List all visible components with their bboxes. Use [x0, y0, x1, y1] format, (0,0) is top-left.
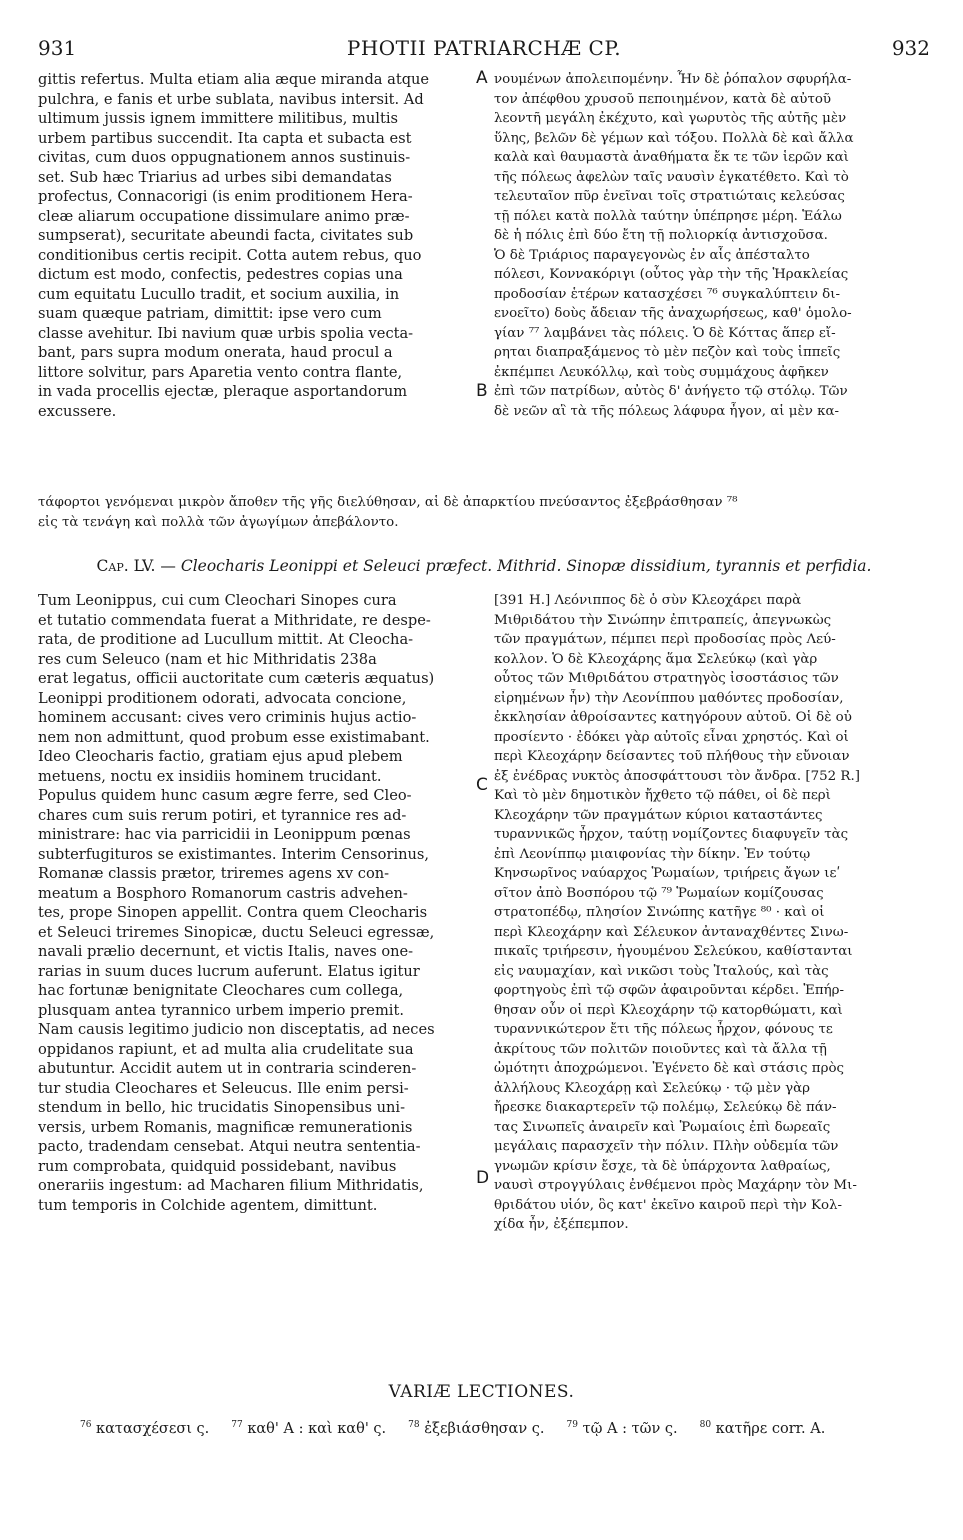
- greek-text-line: προσίεντο · ἐδόκει γὰρ αὐτοῖς εἶναι χρηστός. Καὶ οἱ: [494, 729, 849, 745]
- section-marker-d: D: [476, 1168, 490, 1188]
- latin-text-line: rum comprobata, quidquid possidebant, navibus: [38, 1157, 397, 1175]
- greek-text-line: οὗτος τῶν Μιθριδάτου στρατηγὸς ἰσοστάσιος τῶν: [494, 671, 839, 686]
- latin-text-line: versis, urbem Romanis, magnificæ remunerationis: [38, 1118, 413, 1136]
- greek-text-line: τῆς πόλεως ἀφελὼν ταῖς ναυσὶν ἐγκατέθετο. Καὶ τὸ: [494, 169, 849, 185]
- greek-text-line: δὲ νεῶν αἳ τὰ τῆς πόλεως λάφυρα ἦγον, αἱ μὲν κα-: [494, 403, 840, 419]
- latin-text-line: tur studia Cleochares et Seleucus. Ille enim persi-: [38, 1079, 409, 1097]
- latin-text-line: rarias in suum duces lucrum auferunt. Elatus igitur: [38, 962, 420, 980]
- latin-text-line: et Seleuci triremes Sinopicæ, ductu Seleuci egressæ,: [38, 923, 435, 941]
- variant-reading: [231, 1421, 386, 1437]
- greek-text-line: Καὶ τὸ μὲν δημοτικὸν ἤχθετο τῷ πάθει, οἱ δὲ περὶ: [494, 788, 831, 803]
- page-number-right: 932: [891, 36, 930, 60]
- greek-text-line: μεγάλαις παρασχεῖν τὴν πόλιν. Πλὴν οὐδεμία τῶν: [494, 1139, 839, 1154]
- latin-text-line: cleæ aliarum occupatione dissimulare animo præ-: [38, 207, 410, 225]
- latin-text-line: suam quæque patriam, dimittit: ipse vero cum: [38, 305, 382, 322]
- greek-text-line: νουμένων ἀπολειπομένην. Ἦν δὲ ῥόπαλον σφυρήλα-: [494, 72, 852, 87]
- greek-text-line: [391 H.] Λεόνιππος δὲ ὁ σὺν Κλεοχάρει παρὰ: [494, 593, 802, 608]
- latin-text-line: onerariis ingestum: ad Macharen filium Mithridatis,: [38, 1177, 424, 1194]
- greek-text-line: Κηνσωρῖνος ναύαρχος Ῥωμαίων, τριήρεις ἄγων ιεʹ: [494, 866, 841, 881]
- variant-text: καθ' A : καὶ καθ' ς.: [242, 1420, 387, 1437]
- latin-text-line: abutuntur. Accidit autem ut in contraria scinderen-: [38, 1060, 417, 1077]
- greek-text-line: ἐξ ἐνέδρας νυκτὸς ἀποσφάττουσι τὸν ἄνδρα. [752 R.]: [494, 768, 860, 784]
- latin-text-line: pacto, tradendam censebat. Atqui neutra sententia-: [38, 1138, 421, 1155]
- latin-text-line: classe avehitur. Ibi navium quæ urbis spolia vecta-: [38, 324, 414, 342]
- latin-text-line: bant, pars supra modum onerata, haud procul a: [38, 344, 393, 361]
- chapter-heading: [38, 557, 930, 575]
- greek-text-line: Κλεοχάρην τῶν πραγμάτων κύριοι καταστάντες: [494, 807, 823, 823]
- variant-number: 78: [408, 1420, 420, 1430]
- section-marker-b: B: [476, 381, 488, 401]
- greek-text-line: περὶ Κλεοχάρην καὶ Σέλευκον ἀνταναχθέντες Σινω-: [494, 924, 849, 940]
- variant-reading: [567, 1421, 678, 1437]
- variant-text: τῷ A : τῶν ς.: [577, 1420, 678, 1437]
- greek-text-line: θριδάτου υἱόν, ὃς κατ' ἐκεῖνο καιροῦ περὶ τὴν Κολ-: [494, 1197, 843, 1213]
- variant-text: κατῆρε corr. A.: [711, 1420, 826, 1437]
- latin-text-line: Nam causis legitimo judicio non disceptatis, ad neces: [38, 1021, 435, 1038]
- latin-text-line: gittis refertus. Multa etiam alia æque miranda atque: [38, 71, 430, 88]
- latin-text-line: pulchra, e fanis et urbe sublata, navibus intersit. Ad: [38, 90, 424, 108]
- greek-text-line: ενοεῖτο) δοὺς ἄδειαν τῆς ἀναχωρήσεως, καθ' ὁμολο-: [494, 306, 852, 321]
- latin-text-line: Tum Leonippus, cui cum Cleochari Sinopes cura: [38, 592, 397, 609]
- variant-number: 79: [566, 1420, 578, 1430]
- greek-text-line: Ὁ δὲ Τριάριος παραγεγονὼς ἐν αἷς ἀπέσταλτο: [494, 247, 810, 263]
- latin-text-line: navali prælio decernunt, et victis Italis, naves one-: [38, 943, 414, 960]
- greek-text-line: εἰς ναυμαχίαν, καὶ νικῶσι τοὺς Ἰταλούς, καὶ τὰς: [494, 963, 829, 979]
- greek-text-line: χίδα ἦν, ἐξέπεμπον.: [494, 1217, 629, 1232]
- section-marker-a: A: [476, 68, 488, 88]
- latin-text-line: stendum in bello, hic trucidatis Sinopensibus uni-: [38, 1099, 406, 1116]
- variant-reading: [408, 1421, 544, 1437]
- variant-reading: [80, 1421, 209, 1437]
- greek-text-line: εἰρημένων ἦν) τὴν Λεονίππου μαθόντες προδοσίαν,: [494, 690, 844, 706]
- greek-text-line: ἐκπέμπει Λευκόλλῳ, καὶ τοὺς συμμάχους ἀφῆκεν: [494, 364, 829, 380]
- latin-text-line: civitas, cum duos oppugnationem annos sustinuis-: [38, 149, 411, 166]
- greek-text-line: τας Σινωπεῖς ἀναιρεῖν καὶ Ῥωμαίοις ἐπὶ δωρεαῖς: [494, 1119, 831, 1135]
- greek-spanning-lines: [38, 493, 930, 532]
- latin-text-line: et tutatio commendata fuerat a Mithridate, re despe-: [38, 611, 431, 629]
- greek-text-line: καλὰ καὶ θαυμαστὰ ἀναθήματα ἔκ τε τῶν ἱερῶν καὶ: [494, 150, 849, 165]
- page-number-left: 931: [38, 36, 77, 60]
- greek-text-line: λεοντῆ μεγάλη ἐκέχυτο, καὶ γωρυτὸς τῆς αὐτῆς μὲν: [494, 111, 847, 126]
- greek-text-line: γίαν ⁷⁷ λαμβάνει τὰς πόλεις. Ὁ δὲ Κόττας ἅπερ εἴ-: [494, 325, 836, 341]
- greek-text-line: πικαῖς τριήρεσιν, ἡγουμένου Σελεύκου, καθίστανται: [494, 944, 853, 959]
- chapter-title: Cleocharis Leonippi et Seleuci præfect. Mithrid. Sinopæ dissidium, tyrannis et perfidia.: [180, 557, 872, 575]
- latin-text-line: plusquam antea tyrannico urbem imperio premit.: [38, 1001, 404, 1019]
- variant-number: 77: [231, 1420, 243, 1430]
- greek-text-line: τυραννικώτερον ἔτι τῆς πόλεως ἦρχον, φόνους τε: [494, 1022, 833, 1037]
- greek-text-line: θησαν οὖν οἱ περὶ Κλεοχάρην τῷ κατορθώματι, καὶ: [494, 1002, 843, 1018]
- greek-text-line: Μιθριδάτου τὴν Σινώπην ἐπιτραπείς, ἀπεγνωκὼς: [494, 612, 832, 628]
- greek-text-line: τελευταῖον πῦρ ἐνεῖναι τοῖς στρατιώταις κελεύσας: [494, 189, 845, 204]
- latin-text-line: rata, de proditione ad Lucullum mittit. At Cleocha-: [38, 631, 414, 648]
- variae-lectiones-list: [80, 1420, 903, 1437]
- variant-text: ἐξεβιάσθησαν ς.: [419, 1420, 545, 1437]
- running-title: PHOTII PATRIARCHÆ CP.: [346, 36, 622, 60]
- greek-text-line: ἐκκλησίαν ἀθροίσαντες κατηγόρουν αὐτοῦ. Οἱ δὲ οὐ: [494, 710, 852, 725]
- latin-text-line: sumpserat), securitate abeundi facta, civitates sub: [38, 227, 414, 244]
- latin-text-line: chares cum suis rerum potiri, et tyrannice res ad-: [38, 806, 407, 824]
- greek-text-line: γνωμῶν κρίσιν ἔσχε, τὰ δὲ ὑπάρχοντα λαθραίως,: [494, 1158, 831, 1174]
- latin-text-line: tum temporis in Colchide agentem, dimittunt.: [38, 1196, 378, 1214]
- latin-text-line: hominem accusant: cives vero criminis hujus actio-: [38, 709, 417, 726]
- greek-text-line: στρατοπέδῳ, πλησίον Σινώπης κατῆγε ⁸⁰ · καὶ οἱ: [494, 905, 825, 920]
- latin-text-line: excussere.: [38, 402, 117, 420]
- greek-text-line: ὕλης, βελῶν δὲ γέμων καὶ τόξου. Πολλὰ δὲ καὶ ἄλλα: [494, 130, 854, 146]
- latin-text-line: nem non admittunt, quod probum esse existimabant.: [38, 728, 430, 746]
- latin-text-line: oppidanos rapiunt, et ad multa alia crudelitate sua: [38, 1040, 414, 1058]
- latin-column-bottom: [38, 591, 472, 1215]
- greek-text-line: ὠμότητι ἀποχρώμενοι. Ἐγένετο δὲ καὶ στάσις πρὸς: [494, 1061, 845, 1076]
- greek-text-line: τυραννικῶς ἦρχον, ταύτῃ νομίζοντες διαφυγεῖν τὰς: [494, 827, 849, 842]
- latin-text-line: in vada procellis ejectæ, pleraque asportandorum: [38, 383, 408, 400]
- greek-text-line: τῶν πραγμάτων, πέμπει περὶ προδοσίας πρὸς Λεύ-: [494, 632, 836, 647]
- variant-number: 76: [80, 1420, 92, 1430]
- greek-text-line: πόλεσι, Κοννακόριγι (οὗτος γὰρ τὴν τῆς Ἡρακλείας: [494, 267, 849, 282]
- latin-text-line: Ideo Cleocharis factio, gratiam ejus apud plebem: [38, 748, 403, 765]
- greek-text-line: ρηται διαπραξάμενος τὸ μὲν πεζὸν καὶ τοὺς ἱππεῖς: [494, 345, 841, 360]
- latin-text-line: Populus quidem hunc casum ægre ferre, sed Cleo-: [38, 787, 412, 804]
- latin-text-line: ministrare: hac via parricidii in Leonippum pœnas: [38, 826, 411, 843]
- greek-text-line: ἐπὶ Λεονίππῳ μιαιφονίας τὴν δίκην. Ἐν τούτῳ: [494, 846, 811, 862]
- latin-text-line: hac fortunæ benignitate Cleochares cum collega,: [38, 982, 404, 999]
- greek-text-line: ἤρεσκε διακαρτερεῖν τῷ πολέμῳ, Σελεύκῳ δὲ πάν-: [494, 1100, 837, 1115]
- greek-text-line: σῖτον ἀπὸ Βοσπόρου τῷ ⁷⁹ Ῥωμαίων κομίζουσας: [494, 885, 824, 901]
- variae-lectiones-title: VARIÆ LECTIONES.: [388, 1382, 575, 1402]
- greek-text-line: εἰς τὰ τενάγη καὶ πολλὰ τῶν ἀγωγίμων ἀπεβάλοντο.: [38, 514, 399, 530]
- latin-text-line: Romanæ classis prætor, triremes agens xv con-: [38, 865, 390, 882]
- greek-text-line: φορτηγοὺς ἐπὶ τῷ σφῶν ἀφαιροῦνται κέρδει. Ἐπήρ-: [494, 983, 845, 998]
- greek-text-line: προδοσίαν ἑτέρων κατασχέσει ⁷⁶ συγκαλύπτειν δι-: [494, 286, 840, 302]
- greek-column-bottom: [494, 591, 930, 1235]
- greek-text-line: δὲ ἡ πόλις ἐπὶ δύο ἔτη τῇ πολιορκίᾳ ἀντισχοῦσα.: [494, 228, 828, 243]
- variant-number: 80: [699, 1420, 712, 1430]
- latin-text-line: set. Sub hæc Triarius ad urbes sibi demandatas: [38, 168, 392, 186]
- section-marker-c: C: [476, 775, 488, 795]
- latin-text-line: urbem partibus succendit. Ita capta et subacta est: [38, 129, 412, 147]
- latin-text-line: cum equitatu Lucullo tradit, et socium auxilia, in: [38, 285, 400, 303]
- latin-text-line: meatum a Bosphoro Romanorum castris advehen-: [38, 884, 408, 902]
- greek-text-line: ἐπὶ τῶν πατρίδων, αὐτὸς δ' ἀνήγετο τῷ στόλῳ. Τῶν: [494, 384, 848, 399]
- latin-column-top: [38, 70, 472, 421]
- latin-text-line: res cum Seleuco (nam et hic Mithridatis 238a: [38, 650, 377, 668]
- variant-text: κατασχέσεσι ς.: [91, 1420, 210, 1437]
- latin-text-line: profectus, Connacorigi (is enim proditionem Hera-: [38, 188, 413, 205]
- latin-text-line: ultimum jussis ignem immittere militibus, multis: [38, 110, 398, 127]
- greek-text-line: κολλον. Ὁ δὲ Κλεοχάρης ἅμα Σελεύκῳ (καὶ γὰρ: [494, 651, 818, 667]
- greek-text-line: ἀλλήλους Κλεοχάρῃ καὶ Σελεύκῳ · τῷ μὲν γὰρ: [494, 1080, 811, 1096]
- greek-text-line: τον ἀπέφθου χρυσοῦ πεποιημένον, κατὰ δὲ αὐτοῦ: [494, 91, 832, 107]
- running-header: [38, 36, 930, 64]
- chapter-number: Cap. LV. —: [96, 557, 176, 575]
- latin-text-line: conditionibus certis recipit. Cotta autem rebus, quo: [38, 246, 422, 264]
- variant-reading: [700, 1421, 826, 1437]
- latin-text-line: dictum est modo, confectis, pedestres copias una: [38, 266, 403, 283]
- latin-text-line: metuens, noctu ex insidiis hominem trucidant.: [38, 767, 382, 785]
- latin-text-line: littore solvitur, pars Aparetia vento contra flante,: [38, 363, 403, 381]
- latin-text-line: subterfugituros se existimantes. Interim Censorinus,: [38, 845, 430, 863]
- greek-text-line: ναυσὶ στρογγύλαις ἐνθέμενοι πρὸς Μαχάρην τὸν Μι-: [494, 1178, 857, 1193]
- greek-text-line: περὶ Κλεοχάρην δείσαντες τοῦ πλήθους τὴν εὔνοιαν: [494, 749, 850, 764]
- latin-text-line: erat legatus, officii auctoritate cum cæteris æquatus): [38, 670, 435, 687]
- latin-text-line: Leonippi proditionem odorati, advocata concione,: [38, 689, 407, 707]
- latin-text-line: tes, prope Sinopen appellit. Contra quem Cleocharis: [38, 904, 428, 921]
- greek-text-line: ἀκρίτους τῶν πολιτῶν ποιοῦντες καὶ τὰ ἄλλα τῇ: [494, 1041, 827, 1057]
- greek-column-top: [494, 70, 930, 421]
- greek-text-line: τάφορτοι γενόμεναι μικρὸν ἄποθεν τῆς γῆς διελύθησαν, αἱ δὲ ἀπαρκτίου πνεύσαντος ἐξεβράσθησαν ⁷⁸: [38, 495, 738, 510]
- greek-text-line: τῇ πόλει κατὰ πολλὰ ταύτην ὑπέπρησε μέρη. Ἑάλω: [494, 208, 842, 224]
